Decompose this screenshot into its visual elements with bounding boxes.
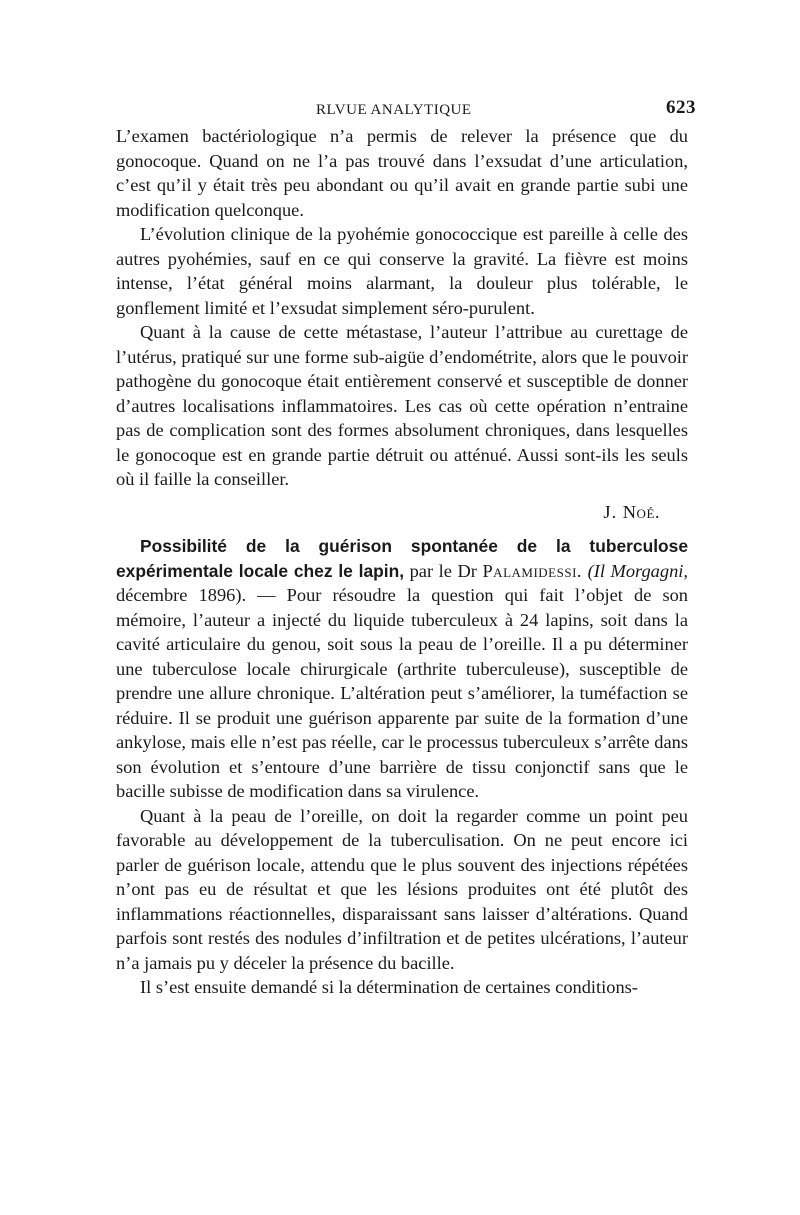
review2-paragraph-1 xyxy=(116,534,688,804)
author-prefix: par le Dr xyxy=(409,560,477,581)
review2-paragraph-2: Quant à la peau de l’oreille, on doit la regarder comme un point peu favorable au développement de la tuberculisation. On ne peut encore ici parler de guérison locale, attendu que le plus souvent des injections répétées n’ont pas eu de résultat et que les lésions produites ont été plutôt des inflammations réactionnelles, disparaissant sans laisser d’altérations. Quand parfois sont restés des nodules d’infiltration et de petites ulcérations, l’auteur n’a jamais pu y déceler la présence du bacille. xyxy=(116,805,688,973)
running-title: RLVUE ANALYTIQUE xyxy=(316,102,472,118)
author-name: Palamidessi. xyxy=(482,560,583,581)
review2-paragraph-3: Il s’est ensuite demandé si la détermination de certaines conditions- xyxy=(140,977,638,997)
review1-paragraph-1: L’examen bactériologique n’a permis de relever la présence que du gonocoque. Quand on ne l’a pas trouvé dans l’exsudat d’une articulation, c’est qu’il y était très peu abondant ou qu’il avait en grande partie subi une modification quelconque. xyxy=(116,126,688,220)
source-date: décembre 1896). — xyxy=(116,585,276,605)
review2-paragraph-1-body: Pour résoudre la question qui fait l’objet de son mémoire, l’auteur a injecté du liquide tuberculeux à 24 lapins, soit dans la cavité articulaire du genou, soit sous la peau de l’oreille. Il a pu déterminer une tuberculose locale chirurgicale (arthrite tuberculeuse), susceptible de prendre une allure chronique. L’altération peut s’améliorer, la tuméfaction se réduire. Il se produit une guérison apparente par suite de la formation d’une ankylose, mais elle n’est pas réelle, car le processus tuberculeux s’arrête dans son évolution et s’entoure d’une barrière de tissu conjonctif sans que le bacille subisse de modification dans sa virulence. xyxy=(116,585,688,801)
review1-signature xyxy=(116,500,688,525)
source-journal: (Il Morgagni, xyxy=(587,560,688,581)
page-number: 623 xyxy=(666,97,696,118)
review1-paragraph-2: L’évolution clinique de la pyohémie gonococcique est pareille à celle des autres pyohémies, sauf en ce qui conserve la gravité. La fièvre est moins intense, l’état général moins alarmant, la douleur plus tolérable, le gonflement limité et l’exsudat simplement séro-purulent. xyxy=(116,224,688,318)
article-title: Possibilité de la guérison spontanée de la tuberculose expérimentale locale chez le lapin, xyxy=(116,536,688,581)
running-header xyxy=(116,96,696,124)
review1-paragraph-3: Quant à la cause de cette métastase, l’auteur l’attribue au curettage de l’utérus, pratiqué sur une forme sub-aigüe d’endométrite, alors que le pouvoir pathogène du gonocoque était entièrement conservé et susceptible de donner d’autres localisations inflammatoires. Les cas où cette opération n’entraine pas de complication sont des formes absolument chroniques, dans lesquelles le gonocoque est en grande partie détruit ou atténué. Aussi sont-ils les seuls où il faille la conseiller. xyxy=(116,322,688,489)
document-page xyxy=(116,96,696,1000)
signature-name: Noé. xyxy=(622,501,660,522)
signature-initial: J. xyxy=(603,501,618,522)
